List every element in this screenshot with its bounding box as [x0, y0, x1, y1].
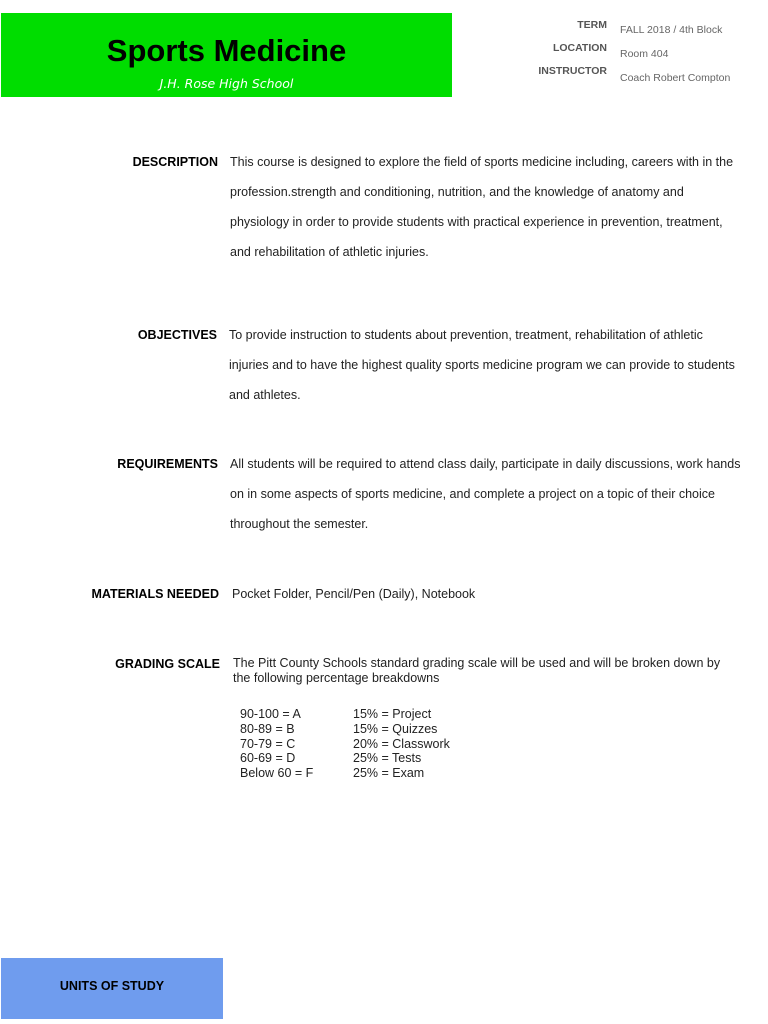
units-of-study-label: UNITS OF STUDY [59, 979, 165, 993]
location-value: Room 404 [620, 48, 669, 60]
units-of-study-banner [1, 958, 223, 1019]
objectives-text: To provide instruction to students about prevention, treatment, rehabilitation of athletic injuries and to have the highest quality sports medicine program we can provide to students and athletes. [229, 328, 735, 402]
grade-scale-item: Below 60 = F [240, 766, 314, 781]
course-header [1, 13, 452, 97]
description-label: DESCRIPTION [132, 155, 218, 169]
grade-scale-item: 70-79 = C [240, 736, 296, 751]
instructor-label: INSTRUCTOR [538, 65, 607, 77]
grade-weight-item: 20% = Classwork [353, 736, 450, 751]
grade-weight-item: 25% = Tests [353, 751, 422, 766]
instructor-value: Coach Robert Compton [620, 72, 731, 84]
grade-scale-item: 90-100 = A [240, 707, 301, 721]
term-value: FALL 2018 / 4th Block [620, 24, 723, 36]
materials-label: MATERIALS NEEDED [91, 587, 219, 601]
grading-label: GRADING SCALE [115, 657, 220, 671]
course-title: Sports Medicine [106, 33, 347, 68]
requirements-label: REQUIREMENTS [117, 457, 218, 471]
grade-scale-list [240, 707, 313, 781]
school-name: J.H. Rose High School [159, 76, 294, 91]
term-label: TERM [577, 19, 607, 31]
grade-weights-list [353, 707, 450, 781]
grade-weight-item: 15% = Project [353, 707, 432, 721]
objectives-label: OBJECTIVES [137, 328, 217, 342]
grade-weight-item: 15% = Quizzes [353, 721, 438, 736]
materials-text: Pocket Folder, Pencil/Pen (Daily), Notebook [232, 587, 476, 601]
location-label: LOCATION [552, 42, 607, 54]
grade-scale-item: 60-69 = D [240, 751, 296, 766]
grade-scale-item: 80-89 = B [240, 721, 295, 736]
grading-text: The Pitt County Schools standard grading scale will be used and will be broken down by the following percentage breakdowns [233, 656, 721, 685]
requirements-text: All students will be required to attend class daily, participate in daily discussions, work hands on in some aspects of sports medicine, and complete a project on a topic of their choice throughout the semester. [230, 457, 741, 531]
description-text: This course is designed to explore the field of sports medicine including, careers with in the profession.strength and conditioning, nutrition, and the knowledge of anatomy and physiology in order to provide students with practical experience in prevention, treatment, and rehabilitation of athletic injuries. [230, 155, 734, 259]
grade-weight-item: 25% = Exam [353, 766, 425, 781]
